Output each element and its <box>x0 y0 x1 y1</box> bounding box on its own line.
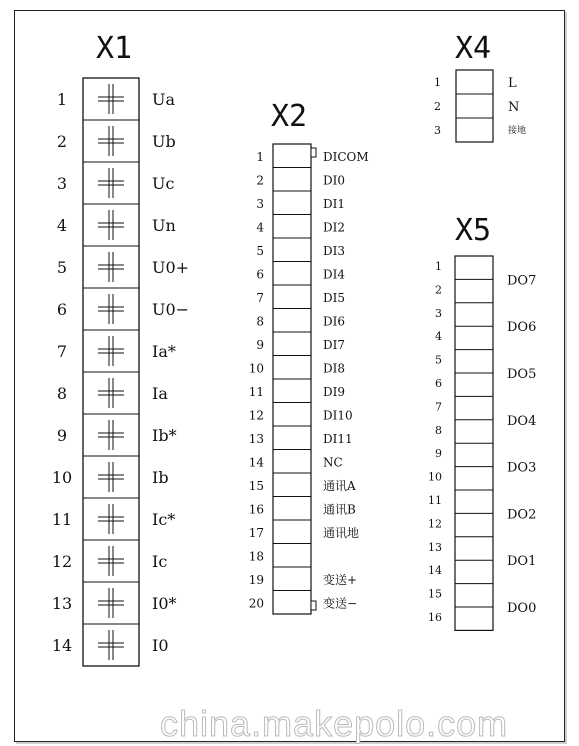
x1-pin-number: 11 <box>51 510 73 529</box>
x1-pin-label: Ua <box>152 90 176 109</box>
screw-terminal-icon <box>98 336 124 366</box>
x5-pin-number: 13 <box>428 540 442 554</box>
x2-pin-number: 17 <box>248 525 264 540</box>
x5-pin-number: 6 <box>435 377 442 390</box>
x5-pin-number: 15 <box>428 587 442 601</box>
x2-top-tab <box>311 148 316 157</box>
screw-terminal-icon <box>98 546 124 576</box>
x1-pin-number: 14 <box>51 636 73 655</box>
x1-terminal-block <box>52 78 189 666</box>
x2-bottom-tab <box>311 601 316 610</box>
x4-pin-label: 接地 <box>508 126 527 136</box>
x1-pin-label: Uc <box>152 174 175 193</box>
x5-output-label: DO2 <box>507 507 537 523</box>
screw-terminal-icon <box>98 588 124 618</box>
x1-pin-number: 9 <box>56 426 68 445</box>
x5-output-label: DO1 <box>507 554 537 570</box>
x1-pin-number: 5 <box>56 258 68 277</box>
x2-pin-label: DI0 <box>323 173 345 188</box>
screw-terminal-icon <box>98 462 124 492</box>
screw-terminal-icon <box>98 84 124 114</box>
screw-terminal-icon <box>98 420 124 450</box>
x2-pin-number: 10 <box>248 361 264 376</box>
x2-pin-label: DI9 <box>323 384 345 399</box>
x5-pin-number: 12 <box>428 517 442 531</box>
screw-terminal-icon <box>98 294 124 324</box>
screw-terminal-icon <box>98 630 124 660</box>
x5-pin-number: 4 <box>435 330 442 344</box>
x2-pin-number: 11 <box>248 384 264 399</box>
x1-pin-label: Ib <box>152 468 169 487</box>
x1-pin-number: 1 <box>56 90 68 109</box>
screw-terminal-icon <box>98 126 124 156</box>
x1-pin-label: I0 <box>152 636 169 655</box>
x5-output-label: DO5 <box>507 367 537 382</box>
x1-pin-label: Ia <box>152 384 168 403</box>
x1-pin-number: 12 <box>51 552 73 571</box>
x5-output-label: DO4 <box>507 413 537 429</box>
x2-pin-number: 5 <box>256 243 264 258</box>
x2-pin-label: DI11 <box>323 431 353 446</box>
x2-pin-number: 8 <box>256 314 264 329</box>
x1-pin-number: 3 <box>56 174 68 193</box>
x1-pin-number: 10 <box>51 468 73 487</box>
screw-terminal-icon <box>98 210 124 240</box>
x2-pin-label: 通讯B <box>323 502 356 517</box>
x1-pin-label: Ib* <box>152 426 177 445</box>
screw-terminal-icon <box>98 252 124 282</box>
x5-pin-number: 2 <box>435 283 442 297</box>
x1-pin-label: U0− <box>152 300 190 319</box>
x4-pin-label: L <box>508 76 517 91</box>
x5-pin-number: 5 <box>435 353 442 367</box>
x2-pin-number: 18 <box>248 549 264 564</box>
x2-pin-label: 通讯地 <box>323 525 360 540</box>
x1-pin-label: Ic* <box>152 510 176 529</box>
x5-pin-number: 1 <box>435 260 442 273</box>
x5-pin-number: 9 <box>435 447 442 461</box>
x4-pin-number: 1 <box>434 76 441 89</box>
x4-pin-number: 2 <box>434 100 441 113</box>
x2-pin-number: 4 <box>256 220 264 235</box>
x4-title: X4 <box>455 31 492 66</box>
x2-pin-number: 6 <box>256 267 264 282</box>
x1-pin-label: Ub <box>152 132 176 151</box>
x5-pin-number: 7 <box>435 400 442 414</box>
x2-pin-label: 变送− <box>323 596 358 611</box>
x2-pin-label: DI6 <box>323 314 345 329</box>
x5-output-label: DO0 <box>507 601 537 616</box>
x2-pin-number: 19 <box>248 572 264 587</box>
x1-pin-number: 2 <box>56 132 68 151</box>
x1-pin-number: 6 <box>56 300 68 319</box>
x1-title: X1 <box>96 31 133 66</box>
x5-pin-number: 11 <box>428 494 442 507</box>
x5-output-label: DO3 <box>507 460 537 476</box>
x4-pin-label: N <box>508 100 520 115</box>
x1-pin-label: Ia* <box>152 342 176 361</box>
x2-pin-label: DI1 <box>323 196 345 211</box>
x2-pin-label: DI10 <box>323 408 353 423</box>
x2-pin-number: 15 <box>248 478 264 493</box>
x2-pin-label: DI7 <box>323 337 345 352</box>
x2-pin-label: 通讯A <box>323 478 356 493</box>
watermark: china.makepolo.com <box>160 703 509 744</box>
x1-pin-label: U0+ <box>152 258 190 277</box>
x5-pin-number: 10 <box>428 470 442 484</box>
x2-pin-number: 7 <box>256 290 264 305</box>
x2-pin-number: 9 <box>256 337 264 352</box>
screw-terminal-icon <box>98 168 124 198</box>
x5-output-label: DO7 <box>507 273 537 289</box>
x2-pin-label: 变送+ <box>323 572 358 587</box>
x1-pin-label: I0* <box>152 594 177 613</box>
x5-output-label: DO6 <box>507 320 537 336</box>
x2-pin-label: DI2 <box>323 220 345 235</box>
x2-pin-number: 13 <box>248 431 264 446</box>
x4-block-outline <box>456 70 493 142</box>
x2-pin-label: DI3 <box>323 243 345 258</box>
x1-pin-number: 8 <box>56 384 68 403</box>
screw-terminal-icon <box>98 378 124 408</box>
x5-pin-number: 16 <box>428 611 442 624</box>
x5-pin-number: 14 <box>428 564 442 578</box>
x5-terminal-block <box>428 256 536 630</box>
x5-pin-number: 3 <box>435 306 442 320</box>
screw-terminal-icon <box>98 504 124 534</box>
x1-pin-label: Ic <box>152 552 168 571</box>
x2-pin-label: NC <box>323 455 343 470</box>
x2-pin-number: 20 <box>248 596 264 611</box>
x1-pin-number: 7 <box>56 342 68 361</box>
x2-pin-number: 1 <box>256 149 264 164</box>
x4-terminal-block <box>434 70 526 142</box>
x4-pin-number: 3 <box>434 124 441 137</box>
x2-pin-number: 2 <box>256 173 264 188</box>
x1-pin-label: Un <box>152 216 176 235</box>
x5-pin-number: 8 <box>435 423 442 437</box>
x5-title: X5 <box>455 213 492 248</box>
x2-pin-number: 12 <box>248 408 264 423</box>
x2-pin-label: DI5 <box>323 290 345 305</box>
x2-pin-number: 3 <box>256 196 264 211</box>
x1-pin-number: 4 <box>56 216 68 235</box>
x2-pin-label: DI8 <box>323 361 345 376</box>
x2-pin-label: DI4 <box>323 267 345 282</box>
x2-pin-number: 16 <box>248 502 264 517</box>
x2-terminal-block <box>249 144 369 614</box>
x2-title: X2 <box>271 99 308 134</box>
x2-pin-number: 14 <box>248 455 264 470</box>
x2-pin-label: DICOM <box>323 149 369 164</box>
x1-pin-number: 13 <box>51 594 73 613</box>
